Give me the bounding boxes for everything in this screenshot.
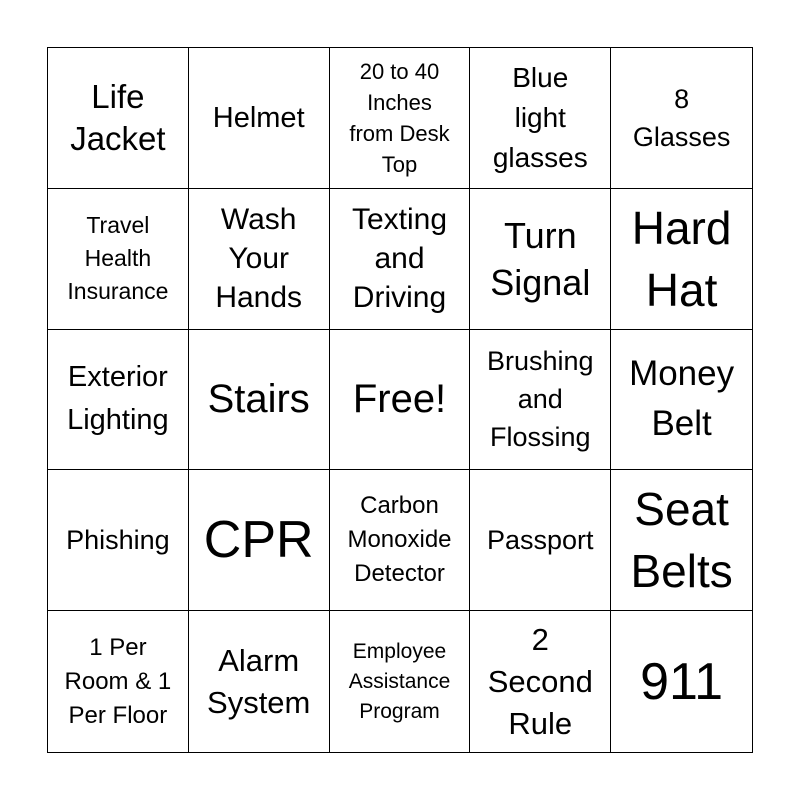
cell-text: 911 [640, 652, 724, 711]
cell-text: 20 to 40 Inches from Desk Top [349, 58, 450, 177]
cell-text: Free! [352, 377, 447, 422]
cell-text: Life Jacket [70, 77, 166, 157]
cell-text: Passport [487, 525, 594, 556]
bingo-cell-r3c1[interactable] [48, 330, 189, 471]
bingo-cell-r1c5[interactable] [611, 48, 752, 189]
cell-text: Employee Assistance Program [348, 639, 451, 723]
cell-text: Carbon Monoxide Detector [347, 492, 452, 588]
bingo-cell-r5c2[interactable] [189, 611, 330, 752]
cell-text: Hard Hat [631, 201, 732, 316]
bingo-cell-r4c1[interactable] [48, 470, 189, 611]
cell-text: Turn Signal [490, 214, 591, 303]
bingo-cell-r5c1[interactable] [48, 611, 189, 752]
bingo-cell-r2c4[interactable] [470, 189, 611, 330]
cell-text: 8 Glasses [632, 83, 731, 152]
bingo-cell-r3c3-free[interactable] [330, 330, 471, 471]
bingo-cell-r5c3[interactable] [330, 611, 471, 752]
bingo-cell-r4c4[interactable] [470, 470, 611, 611]
bingo-cell-r1c3[interactable] [330, 48, 471, 189]
cell-text: Money Belt [629, 354, 735, 444]
cell-text: Phishing [66, 525, 170, 556]
bingo-cell-r1c1[interactable] [48, 48, 189, 189]
bingo-cell-r2c3[interactable] [330, 189, 471, 330]
bingo-cell-r1c4[interactable] [470, 48, 611, 189]
cell-text: Blue light glasses [492, 61, 588, 173]
cell-text: Stairs [207, 377, 310, 422]
bingo-cell-r2c5[interactable] [611, 189, 752, 330]
cell-text: Alarm System [207, 642, 311, 720]
bingo-cell-r1c2[interactable] [189, 48, 330, 189]
bingo-cell-r5c4[interactable] [470, 611, 611, 752]
cell-text: 2 Second Rule [487, 621, 593, 741]
bingo-cell-r4c5[interactable] [611, 470, 752, 611]
bingo-cell-r5c5[interactable] [611, 611, 752, 752]
cell-text: CPR [203, 511, 314, 570]
cell-text: 1 Per Room & 1 Per Floor [64, 633, 172, 729]
bingo-cell-r3c5[interactable] [611, 330, 752, 471]
cell-text: Helmet [212, 101, 305, 134]
cell-text: Brushing and Flossing [487, 346, 594, 453]
bingo-cell-r4c3[interactable] [330, 470, 471, 611]
bingo-board [47, 47, 753, 753]
cell-text: Wash Your Hands [215, 203, 303, 315]
bingo-cell-r3c4[interactable] [470, 330, 611, 471]
bingo-cell-r2c1[interactable] [48, 189, 189, 330]
bingo-cell-r4c2[interactable] [189, 470, 330, 611]
cell-text: Travel Health Insurance [67, 212, 169, 305]
bingo-cell-r2c2[interactable] [189, 189, 330, 330]
cell-text: Seat Belts [630, 483, 733, 598]
cell-text: Texting and Driving [351, 203, 448, 315]
bingo-cell-r3c2[interactable] [189, 330, 330, 471]
cell-text: Exterior Lighting [67, 361, 169, 437]
